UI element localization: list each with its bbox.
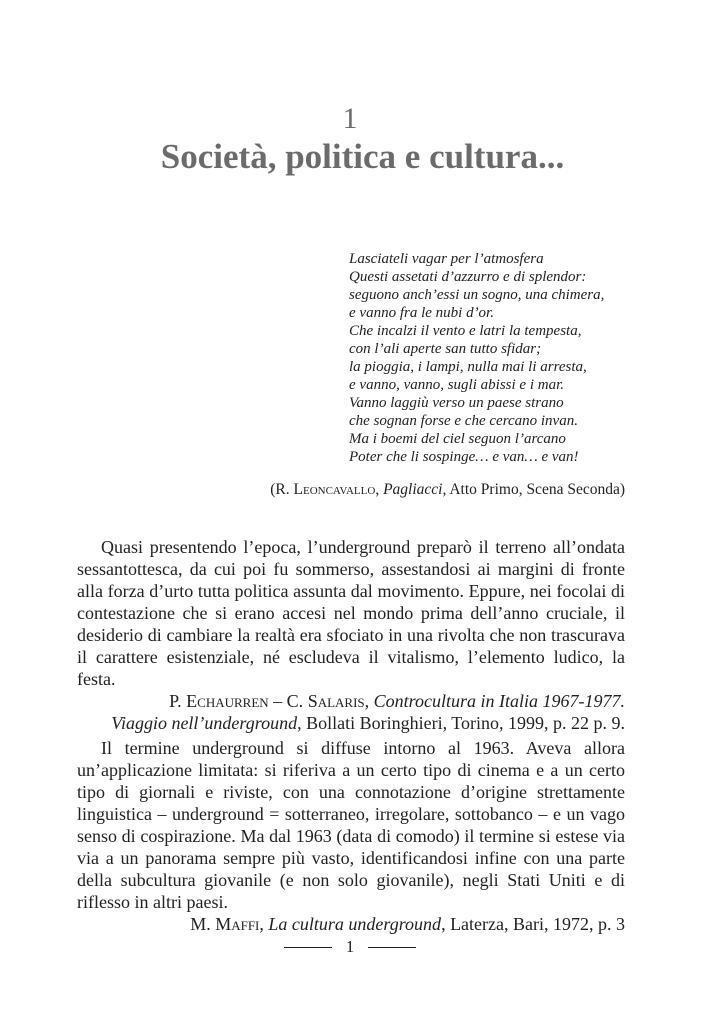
source-title: Viaggio nell’underground — [111, 713, 298, 733]
quote-text: Il termine underground si diffuse intorno al 1963. Aveva allora un’applicazione limitata: si riferiva a un certo tipo di cinema e a un certo tipo di giornali e riviste, con una connotazione d’origine strettamente linguistica – underground = sotterraneo, irregolare, sottobanco – e un vago senso di cospirazione. Ma dal 1963 (data di comodo) il termine si estese via via a un panorama sempre più vasto, identificandosi infine con una parte della subcultura giovanile (e non solo giovanile), negli Stati Uniti e di riflesso in altri paesi. — [77, 738, 625, 912]
footer-rule-left — [284, 947, 332, 948]
epigraph-line: Ma i boemi del ciel seguon l’arcano — [349, 431, 566, 447]
source-sep: , — [364, 691, 374, 711]
source-dash: – C. — [268, 691, 308, 711]
source-title: Controcultura in Italia 1967-1977. — [373, 691, 625, 711]
quote-text: Quasi presentendo l’epoca, l’underground preparò il terreno all’ondata sessantottesca, da cui poi fu sommerso, assestandosi ai margini di fronte alla forza d’urto tutta politica assunta dal movimento. Eppure, nei focolai di contestazione che si erano accesi nel mondo prima dell’anno cruciale, il desiderio di cambiare la realtà era sfociato in una rivolta che non trascurava il carattere esistenziale, né escludeva il vitalismo, l’elemento ludico, la festa. — [77, 537, 625, 689]
epigraph-line: Questi assetati d’azzurro e di splendor: — [349, 269, 587, 285]
source-work: Pagliacci — [383, 481, 443, 498]
epigraph-line: la pioggia, i lampi, nulla mai li arresta, — [349, 359, 587, 375]
quote-source-line-1 — [77, 690, 625, 712]
quote-source — [77, 913, 625, 935]
epigraph — [349, 250, 649, 466]
epigraph-line: seguono anch’essi un sogno, una chimera, — [349, 287, 605, 303]
epigraph-line: e vanno, vanno, sugli abissi e i mar. — [349, 377, 564, 393]
source-author: Echaurren — [186, 691, 269, 711]
source-open: (R. — [270, 481, 294, 498]
epigraph-line: Poter che li sospinge… e van… e van! — [349, 449, 579, 465]
source-sep: , — [259, 914, 269, 934]
footer-rule-right — [368, 947, 416, 948]
source-rest: , Bollati Boringhieri, Torino, 1999, p. 22 p. 9. — [297, 713, 625, 733]
quote-block-2 — [77, 737, 625, 935]
epigraph-line: Lasciateli vagar per l’atmosfera — [349, 251, 544, 267]
quote-source — [77, 690, 625, 734]
epigraph-source — [230, 480, 625, 500]
source-rest: , Laterza, Bari, 1972, p. 3 — [441, 914, 625, 934]
source-author: Leoncavallo — [293, 481, 376, 498]
epigraph-line: e vanno fra le nubi d’or. — [349, 305, 494, 321]
quote-block-1 — [77, 536, 625, 734]
epigraph-line: Vanno laggiù verso un paese strano — [349, 395, 564, 411]
source-author-initial: P. — [169, 691, 187, 711]
chapter-number: 1 — [342, 102, 358, 135]
quote-source-line-2 — [77, 712, 625, 734]
source-sep: , — [375, 481, 384, 498]
source-rest: , Atto Primo, Scena Seconda) — [442, 481, 625, 498]
source-author-initial: M. — [190, 914, 216, 934]
chapter-title: Società, politica e cultura... — [160, 137, 565, 176]
page-footer — [0, 937, 700, 957]
source-author: Maffi — [215, 914, 260, 934]
epigraph-line: Che incalzi il vento e latri la tempesta, — [349, 323, 582, 339]
epigraph-line: con l’ali aperte san tutto sfidar; — [349, 341, 542, 357]
source-title: La cultura underground — [268, 914, 442, 934]
source-author: Salaris — [307, 691, 365, 711]
quote-source-line-1 — [77, 913, 625, 935]
epigraph-line: che sognan forse e che cercano invan. — [349, 413, 578, 429]
page-number: 1 — [345, 937, 355, 956]
